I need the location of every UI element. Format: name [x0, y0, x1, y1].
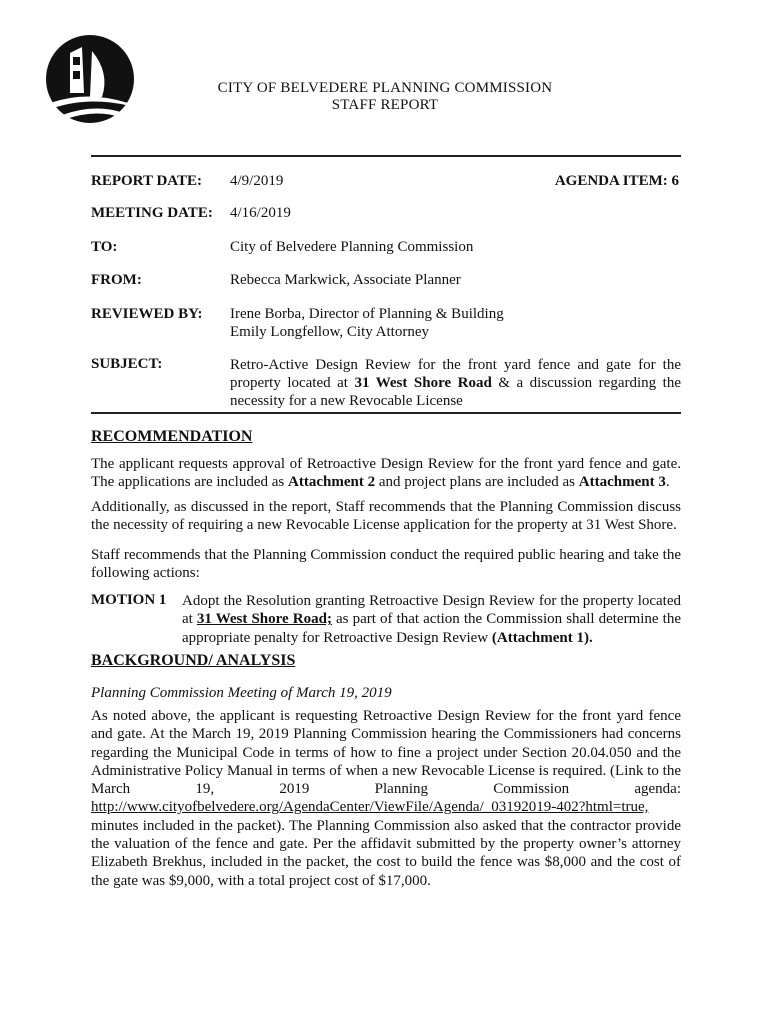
from-value: Rebecca Markwick, Associate Planner — [230, 272, 461, 288]
agenda-item: AGENDA ITEM: 6 — [554, 173, 679, 189]
motion-text: Adopt the Resolution granting Retroactive Design Review for the property located at 31 West Shore Road; as part of that action the Commission shall determine the appropriate penalty for Retroactive Design Review (Attachment 1). — [182, 593, 681, 646]
header-title: CITY OF BELVEDERE PLANNING COMMISSION — [217, 80, 553, 96]
to-label: TO: — [91, 239, 118, 255]
report-date-value: 4/9/2019 — [230, 173, 284, 189]
to-value: City of Belvedere Planning Commission — [230, 239, 474, 255]
meeting-date-value: 4/16/2019 — [230, 205, 291, 221]
recommendation-heading: RECOMMENDATION — [91, 428, 253, 445]
motion-label: MOTION 1 — [91, 592, 167, 608]
motion-address: 31 West Shore Road; — [196, 611, 332, 628]
subject-label: SUBJECT: — [91, 356, 163, 372]
reviewed-by-value-1: Irene Borba, Director of Planning & Building — [230, 306, 504, 322]
subject-address: 31 West Shore Road — [354, 375, 492, 391]
header-subtitle: STAFF REPORT — [331, 97, 439, 113]
reviewed-by-value-2: Emily Longfellow, City Attorney — [230, 324, 430, 340]
background-paragraph-1: As noted above, the applicant is requesting Retroactive Design Review for the front yard fence and gate. At the March 19, 2019 Planning Commission hearing the Commissioners had concerns regarding the Municipal Code in terms of how to fine a project under Section 20.04.050 and the Administrative Policy Manual in terms of when a new Revocable License is required. (Link to the March 19, 2019 Planning Commission agenda: http://www.cityofbelvedere.org/AgendaCenter/ViewFile/Agenda/_03192019-402?html=true, minutes included in the packet). The Planning Commission also asked that the contractor provide the valuation of the fence and gate. Per the affidavit submitted by the property owner’s attorney Elizabeth Brekhus, included in the packet, the cost to build the fence was $8,000 and the cost of the gate was $9,000, with a total project cost of $17,000. — [91, 708, 681, 889]
recommendation-paragraph-1: The applicant requests approval of Retroactive Design Review for the front yard fence and gate. The applications are included as Attachment 2 and project plans are included as Attachment 3. — [91, 456, 681, 491]
agenda-link[interactable]: http://www.cityofbelvedere.org/AgendaCenter/ViewFile/Agenda/_03192019-402?html=true, — [91, 799, 649, 816]
background-heading: BACKGROUND/ ANALYSIS — [91, 652, 296, 669]
subject-text: Retro-Active Design Review for the front yard fence and gate for the property located at 31 West Shore Road & a discussion regarding the necessity for a new Revocable License — [230, 357, 681, 409]
top-divider — [91, 155, 681, 157]
report-date-label: REPORT DATE: — [91, 173, 203, 189]
meeting-date-label: MEETING DATE: — [91, 205, 213, 221]
reviewed-by-label: REVIEWED BY: — [91, 306, 203, 322]
recommendation-paragraph-3: Staff recommends that the Planning Commission conduct the required public hearing and take the following actions: — [91, 547, 681, 582]
city-seal-logo — [40, 33, 138, 127]
recommendation-paragraph-2: Additionally, as discussed in the report, Staff recommends that the Planning Commission discuss the necessity of requiring a new Revocable License application for the property at 31 West Shore. — [91, 499, 681, 534]
background-subheading: Planning Commission Meeting of March 19, 2019 — [91, 685, 392, 701]
meta-divider — [91, 412, 681, 414]
from-label: FROM: — [91, 272, 142, 288]
